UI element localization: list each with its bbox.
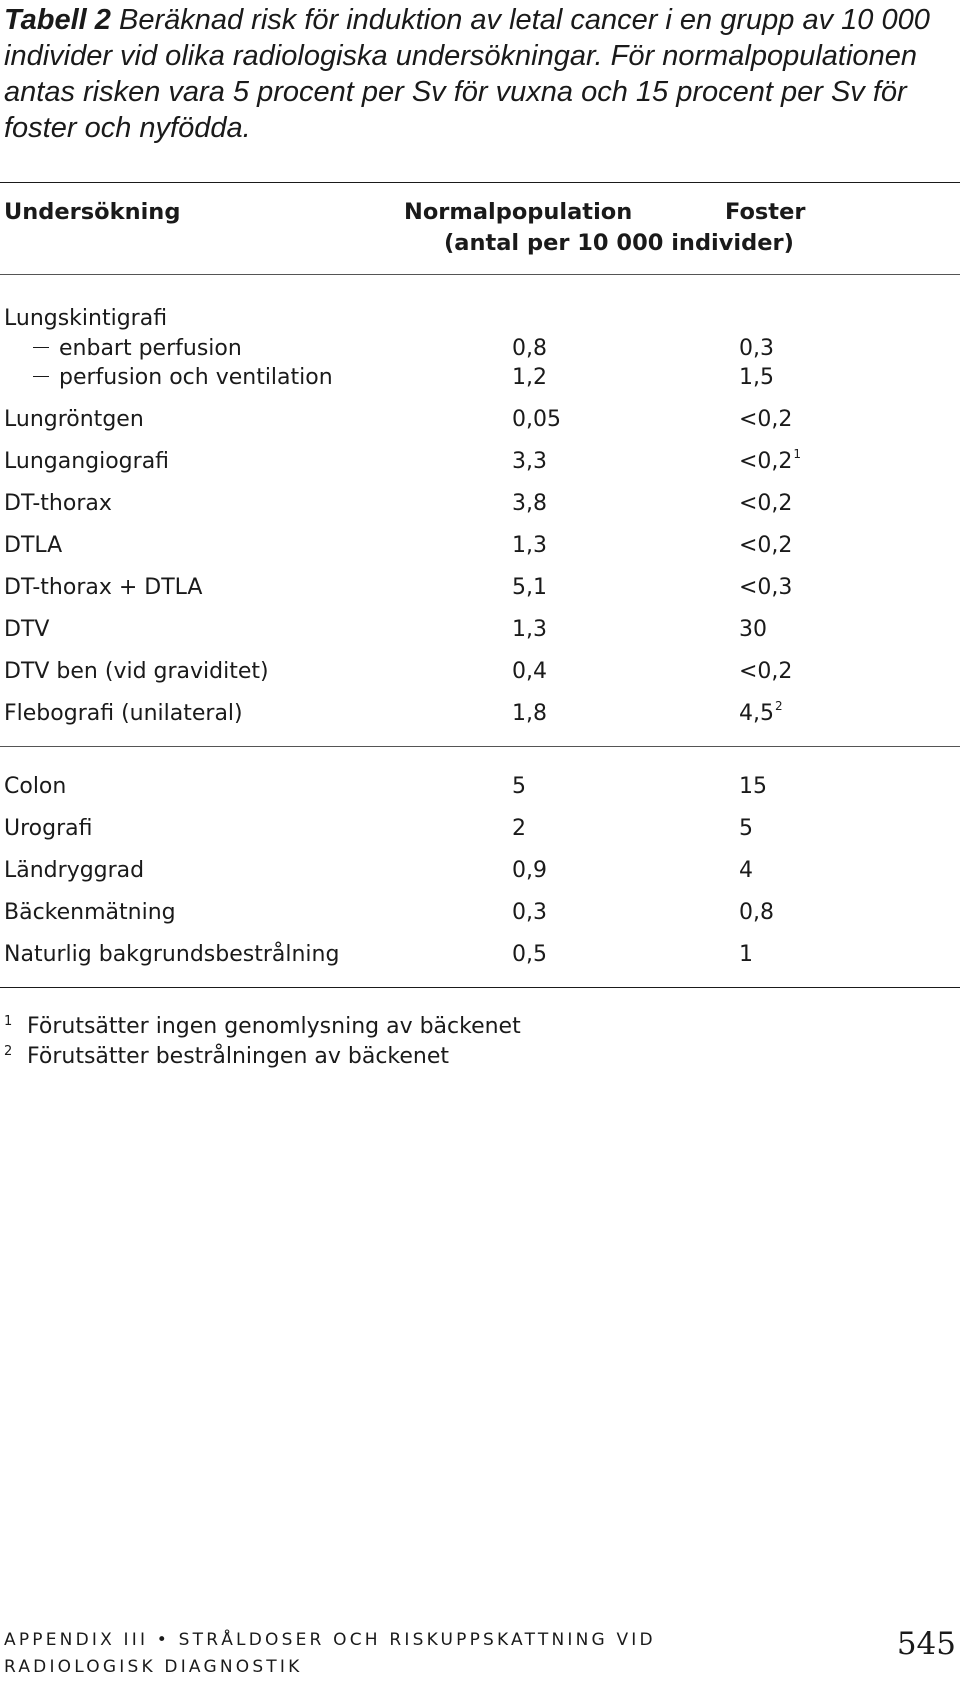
header-normalpopulation: Normalpopulation — [404, 199, 633, 225]
table-row — [0, 939, 960, 971]
table-row — [0, 333, 960, 365]
normalpopulation-value: 5 — [512, 774, 526, 799]
foster-value-cell — [739, 572, 792, 604]
table-row — [0, 572, 960, 604]
table-row — [0, 771, 960, 803]
foster-value: 15 — [739, 774, 767, 799]
table-row — [0, 614, 960, 646]
footnote-ref: 1 — [793, 446, 802, 461]
foster-value-cell — [739, 897, 774, 929]
header-foster: Foster — [725, 199, 806, 225]
row-label-text: Lungangiografi — [4, 449, 170, 474]
foster-value: 1,5 — [739, 365, 774, 390]
foster-value: 30 — [739, 617, 767, 642]
row-label — [4, 939, 339, 971]
row-label — [4, 855, 144, 887]
table-top-rule — [0, 182, 960, 183]
foster-value-cell — [739, 939, 753, 971]
table-row — [0, 488, 960, 520]
row-label-text: Flebografi (unilateral) — [4, 701, 243, 726]
normalpopulation-value: 0,4 — [512, 659, 547, 684]
normalpopulation-value: 1,3 — [512, 533, 547, 558]
row-label — [33, 362, 333, 394]
table-row — [0, 404, 960, 436]
table-row — [0, 656, 960, 688]
table-row — [0, 855, 960, 887]
row-label — [4, 656, 269, 688]
table-row — [0, 362, 960, 394]
row-label — [4, 771, 66, 803]
foster-value: 5 — [739, 816, 753, 841]
footnote-ref: 2 — [775, 698, 783, 713]
foster-value: 0,8 — [739, 900, 774, 925]
foster-value-cell — [739, 362, 774, 394]
row-label — [4, 446, 169, 478]
table-row — [0, 698, 960, 730]
footnote-text: Förutsätter ingen genomlysning av bäckenet — [27, 1014, 521, 1039]
foster-value-cell — [739, 698, 783, 730]
page-number: 545 — [896, 1626, 956, 1662]
footnote-mark: 2 — [4, 1044, 13, 1059]
table-row — [0, 813, 960, 845]
normalpopulation-value: 1,8 — [512, 701, 547, 726]
row-label — [4, 897, 176, 929]
foster-value-cell — [739, 771, 767, 803]
footnote — [0, 1042, 449, 1072]
row-label-text: Lungskintigrafi — [4, 306, 168, 331]
row-label-text: DT-thorax + DTLA — [4, 575, 203, 600]
normalpopulation-value: 3,8 — [512, 491, 547, 516]
header-undersokning: Undersökning — [4, 199, 181, 225]
dash-marker — [33, 347, 49, 348]
foster-value-cell — [739, 488, 792, 520]
row-label-text: Colon — [4, 774, 67, 799]
caption-text: Beräknad risk för induktion av letal cancer i en grupp av 10 000 individer vid olika radiologiska undersökningar. För normalpopulationen antas risken vara 5 procent per Sv för vuxna och 15 procent per Sv för foster och nyfödda. — [4, 4, 930, 144]
foster-value: <0,2 — [739, 449, 793, 474]
foster-value: 4 — [739, 858, 753, 883]
footer-line-2: RADIOLOGISK DIAGNOSTIK — [4, 1657, 303, 1677]
foster-value-cell — [739, 333, 774, 365]
normalpopulation-value: 1,3 — [512, 617, 547, 642]
header-unit: (antal per 10 000 individer) — [444, 230, 794, 256]
row-label-text: Urografi — [4, 816, 93, 841]
row-label-text: DTV — [4, 617, 50, 642]
normalpopulation-value: 0,3 — [512, 900, 547, 925]
foster-value-cell — [739, 656, 792, 688]
row-label-text: Naturlig bakgrundsbestrålning — [4, 942, 340, 967]
foster-value: 0,3 — [739, 336, 774, 361]
row-label — [4, 530, 62, 562]
row-label-text: enbart perfusion — [59, 336, 242, 361]
row-label-text: Bäckenmätning — [4, 900, 176, 925]
normalpopulation-value: 2 — [512, 816, 526, 841]
foster-value-cell — [739, 614, 767, 646]
table-caption — [4, 2, 954, 146]
row-label-text: Lungröntgen — [4, 407, 144, 432]
footnote-mark: 1 — [4, 1014, 13, 1029]
foster-value: <0,2 — [739, 659, 793, 684]
footnote-text: Förutsätter bestrålningen av bäckenet — [27, 1044, 450, 1069]
foster-value: <0,2 — [739, 491, 793, 516]
foster-value: <0,2 — [739, 407, 793, 432]
normalpopulation-value: 0,05 — [512, 407, 561, 432]
foster-value: 1 — [739, 942, 753, 967]
footnote — [0, 1012, 521, 1042]
row-label — [4, 813, 92, 845]
row-label — [4, 572, 202, 604]
foster-value-cell — [739, 446, 801, 478]
row-label-text: Ländryggrad — [4, 858, 145, 883]
dash-marker — [33, 376, 49, 377]
row-label — [4, 404, 144, 436]
normalpopulation-value: 5,1 — [512, 575, 547, 600]
normalpopulation-value: 3,3 — [512, 449, 547, 474]
row-label — [33, 333, 242, 365]
row-label — [4, 303, 167, 335]
row-label — [4, 488, 112, 520]
row-label-text: DTV ben (vid graviditet) — [4, 659, 269, 684]
foster-value: <0,3 — [739, 575, 793, 600]
row-label-text: perfusion och ventilation — [59, 365, 333, 390]
table-row — [0, 530, 960, 562]
row-label-text: DTLA — [4, 533, 63, 558]
foster-value-cell — [739, 813, 753, 845]
footer-line-1: APPENDIX III • STRÅLDOSER OCH RISKUPPSKATTNING VID — [4, 1630, 656, 1650]
table-bottom-rule — [0, 987, 960, 988]
table-row — [0, 446, 960, 478]
foster-value: 4,5 — [739, 701, 774, 726]
row-label — [4, 614, 49, 646]
table-row — [0, 897, 960, 929]
normalpopulation-value: 0,5 — [512, 942, 547, 967]
running-footer — [4, 1627, 704, 1681]
row-label-text: DT-thorax — [4, 491, 112, 516]
foster-value-cell — [739, 404, 792, 436]
header-bottom-rule — [0, 274, 960, 275]
table-row — [0, 303, 960, 335]
group-divider-rule — [0, 746, 960, 747]
foster-value-cell — [739, 530, 792, 562]
normalpopulation-value: 0,9 — [512, 858, 547, 883]
foster-value: <0,2 — [739, 533, 793, 558]
caption-lead: Tabell 2 — [4, 4, 111, 36]
normalpopulation-value: 1,2 — [512, 365, 547, 390]
normalpopulation-value: 0,8 — [512, 336, 547, 361]
foster-value-cell — [739, 855, 753, 887]
row-label — [4, 698, 243, 730]
